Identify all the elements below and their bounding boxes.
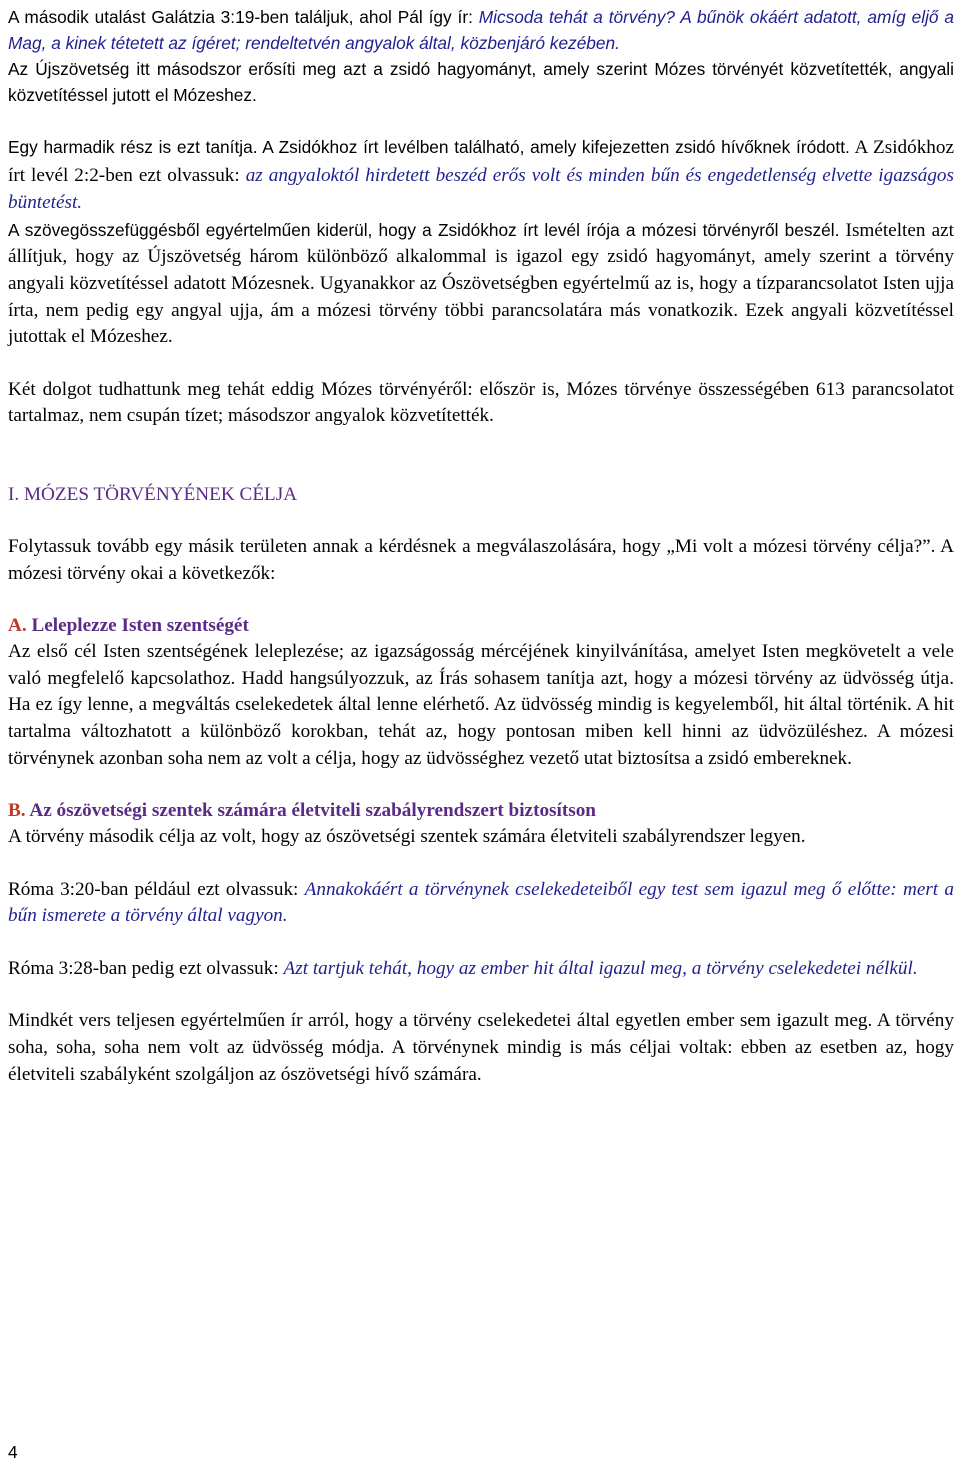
- paragraph-two-things: Két dolgot tudhattunk meg tehát eddig Mózes törvényéről: először is, Mózes törvénye összességében 613 parancsolatot tartalmaz, nem csupán tízet; másodszor angyalok közvetítették.: [8, 378, 954, 427]
- paragraph-conclusion: Mindkét vers teljesen egyértelműen ír arról, hogy a törvény cselekedetei által egyetlen ember sem igazult meg. A törvény soha, soha, soha nem volt az üdvösség módja. A törvénynek mindig is más céljai voltak: ebben az esetben az, hogy életviteli szabályként szolgáljon az ószövetségi hívő számára.: [8, 1010, 954, 1085]
- text: Ismételten azt állítjuk, hogy az Újszövetség három különböző alkalommal is igazol egy zsidó hagyományt, amely szerint a törvény angyali közvetítéssel adatott Mózesnek. Ugyanakkor az Ószövetségben egyértelmű az is, hogy a tízparancsolatot Isten ujja írta, nem pedig egy angyal ujja, ám a mózesi törvény többi parancsolatára más vonatkozik. Ezek angyali közvetítéssel jutottak el Mózeshez.: [8, 219, 955, 348]
- paragraph-purpose-intro: Folytassuk tovább egy másik területen annak a kérdésnek a megválaszolására, hogy „Mi volt a mózesi törvény célja?”. A mózesi törvény okai a következők:: [8, 535, 954, 584]
- paragraph-context: [8, 217, 954, 351]
- paragraph-second-purpose: A törvény második célja az volt, hogy az ószövetségi szentek számára életviteli szabályrendszer legyen.: [8, 826, 806, 848]
- quote: Annakokáért a törvénynek cselekedeteiből egy test sem igazul meg ő előtte: mert a bűn ismerete a törvény által vagyon.: [8, 878, 954, 927]
- subheading-a: [8, 613, 954, 639]
- paragraph-romans-3-20: [8, 877, 954, 930]
- quote: Micsoda tehát a törvény? A bűnök okáért adatott, amíg eljő a Mag, a kinek tétetett az ígéret; rendeltetvén angyalok által, közbenjáró kezében.: [8, 7, 954, 53]
- text: Róma 3:20-ban például ezt olvassuk:: [8, 878, 305, 900]
- quote: Azt tartjuk tehát, hogy az ember hit által igazul meg, a törvény cselekedetei nélkül.: [283, 957, 918, 979]
- paragraph-galatians: [8, 4, 954, 56]
- subheading-b: [8, 798, 954, 824]
- paragraph-new-testament: Az Újszövetség itt másodszor erősíti meg azt a zsidó hagyományt, amely szerint Mózes törvényét közvetítették, angyali közvetítéssel jutott el Mózeshez.: [8, 59, 954, 105]
- quote: az angyaloktól hirdetett beszéd erős volt és minden bűn és engedetlenség elvette igazságos büntetést.: [8, 164, 954, 214]
- subheading-label: A.: [8, 615, 27, 637]
- text: A Zsidókhoz írt levélben található, amely kifejezetten zsidó hívőknek íródott.: [262, 137, 850, 157]
- text: A Zsidókhoz írt levél 2:2-ben ezt olvassuk:: [8, 137, 955, 186]
- page-number: 4: [8, 1442, 18, 1462]
- text: Egy harmadik rész is ezt tanítja.: [8, 137, 263, 157]
- subheading-label: B.: [8, 800, 26, 822]
- paragraph-romans-3-28: [8, 956, 954, 983]
- section-heading: I. MÓZES TÖRVÉNYÉNEK CÉLJA: [8, 483, 298, 505]
- paragraph-holiness: Az első cél Isten szentségének leleplezése; az igazságosság mércéjének kinyilvánítása, amelyet Isten megkövetelt a vele való megfelelő kapcsolathoz. Hadd hangsúlyozzuk, az Írás sohasem tanítja azt, hogy a mózesi törvény az üdvösség útja. Ha ez így lenne, a megváltás cselekedetek által lenne elérhető. Az üdvösség mindig is kegyelemből, hit által történik. A hit tartalma változhatott a különböző korokban, tehát az, hogy pontosan miben kell hinni az üdvözüléshez. A mózesi törvénynek azonban soha nem az volt a célja, hogy az üdvösséghez vezető utat biztosítsa a zsidó embereknek.: [8, 641, 954, 769]
- subheading-title: Az ószövetségi szentek számára életviteli szabályrendszert biztosítson: [29, 800, 596, 822]
- document-page: [8, 4, 954, 1088]
- text: Róma 3:28-ban pedig ezt olvassuk:: [8, 957, 284, 979]
- text: A második utalást Galátzia 3:19-ben találjuk, ahol Pál így ír:: [8, 7, 479, 27]
- subheading-title: Leleplezze Isten szentségét: [31, 615, 249, 637]
- paragraph-hebrews: [8, 134, 954, 217]
- text: A szövegösszefüggésből egyértelműen kiderül, hogy a Zsidókhoz írt levél írója a mózesi törvényről beszél.: [8, 219, 840, 240]
